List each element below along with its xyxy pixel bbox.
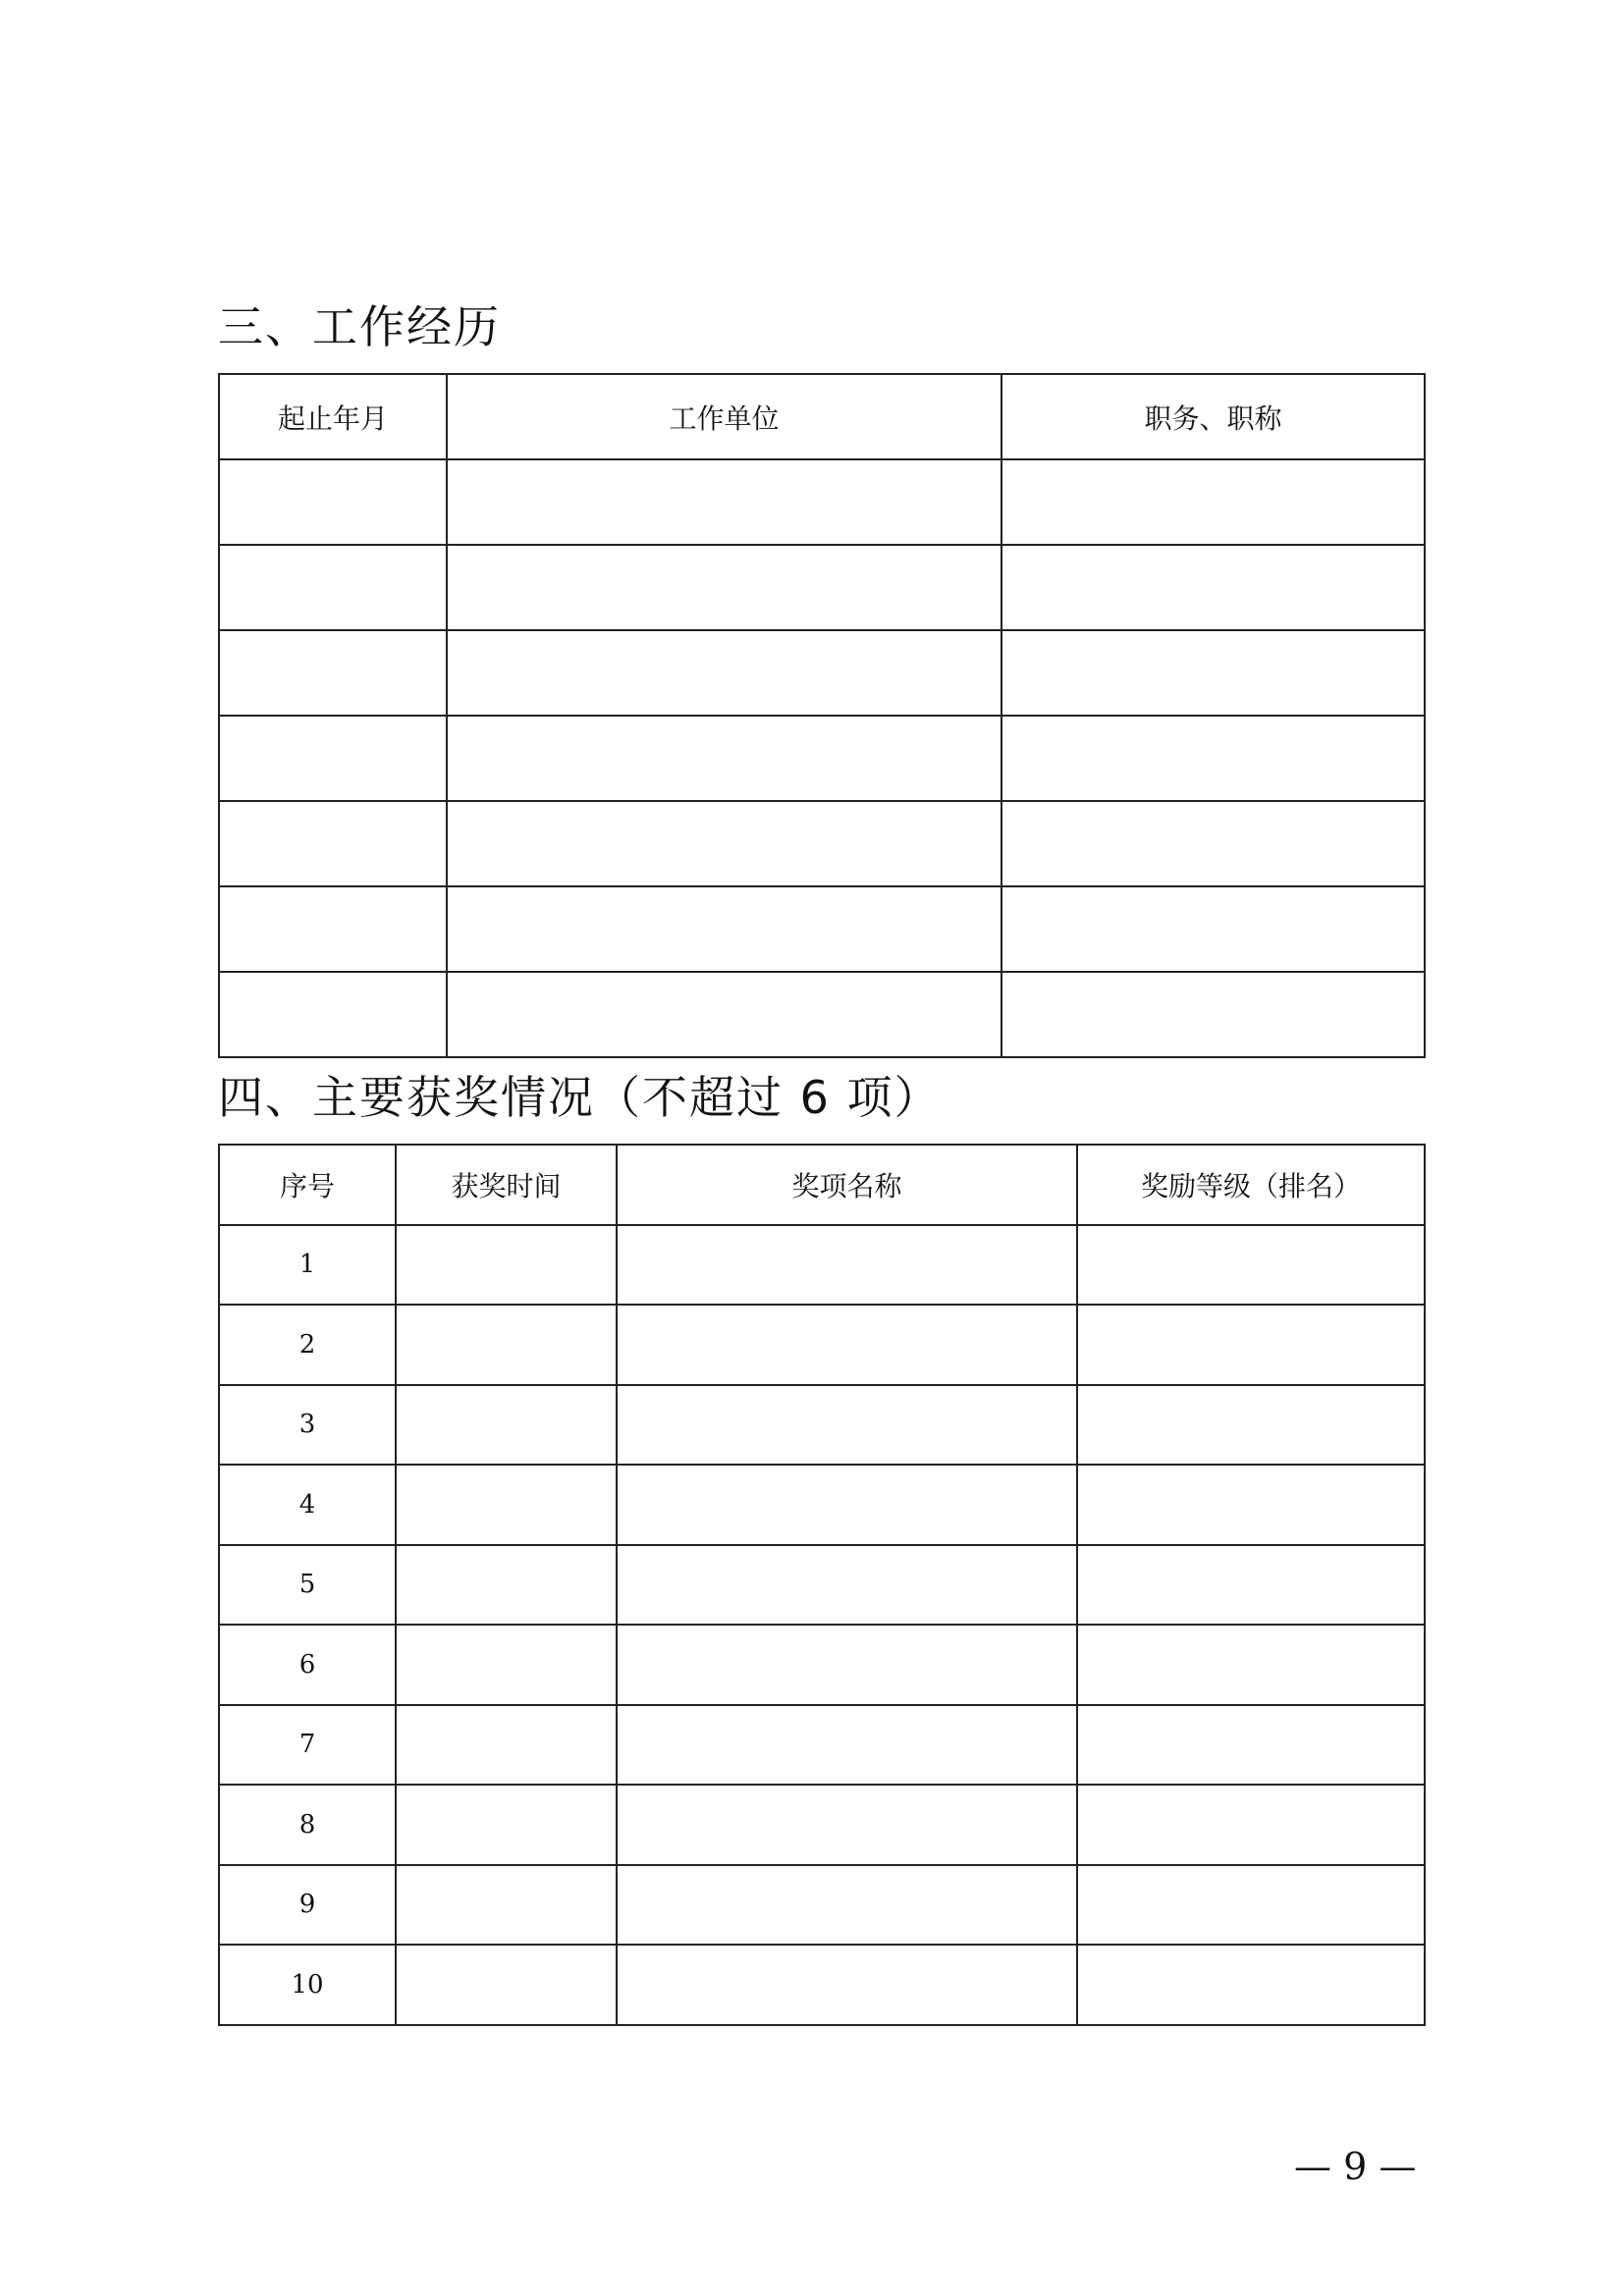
column-header-award-date: 获奖时间 <box>396 1145 617 1225</box>
cell-award-level-rank[interactable] <box>1077 1865 1425 1946</box>
cell-award-name[interactable] <box>617 1305 1077 1385</box>
column-header-position-title: 职务、职称 <box>1001 374 1425 459</box>
cell-award-level-rank[interactable] <box>1077 1305 1425 1385</box>
column-header-award-level-rank: 奖励等级（排名） <box>1077 1145 1425 1225</box>
cell-employer[interactable] <box>447 459 1001 545</box>
cell-serial-number: 10 <box>219 1945 396 2025</box>
cell-award-date[interactable] <box>396 1385 617 1466</box>
table-header-row <box>219 374 1425 459</box>
table-row <box>219 1705 1425 1786</box>
cell-award-level-rank[interactable] <box>1077 1225 1425 1306</box>
cell-employer[interactable] <box>447 630 1001 716</box>
cell-position-title[interactable] <box>1001 459 1425 545</box>
cell-employer[interactable] <box>447 886 1001 972</box>
cell-award-date[interactable] <box>396 1625 617 1705</box>
column-header-employer: 工作单位 <box>447 374 1001 459</box>
table-row <box>219 1465 1425 1545</box>
cell-period[interactable] <box>219 886 447 972</box>
cell-award-level-rank[interactable] <box>1077 1545 1425 1626</box>
section-title-work-experience: 三、工作经历 <box>218 300 501 353</box>
cell-award-name[interactable] <box>617 1385 1077 1466</box>
cell-serial-number: 3 <box>219 1385 396 1466</box>
work-experience-table <box>218 373 1426 1058</box>
cell-period[interactable] <box>219 972 447 1057</box>
cell-award-date[interactable] <box>396 1225 617 1306</box>
section-title-awards: 四、主要获奖情况（不超过 6 项） <box>218 1071 942 1124</box>
table-row <box>219 716 1425 801</box>
cell-award-name[interactable] <box>617 1865 1077 1946</box>
cell-award-level-rank[interactable] <box>1077 1785 1425 1865</box>
cell-employer[interactable] <box>447 972 1001 1057</box>
cell-award-date[interactable] <box>396 1545 617 1626</box>
cell-award-name[interactable] <box>617 1945 1077 2025</box>
cell-serial-number: 2 <box>219 1305 396 1385</box>
cell-award-date[interactable] <box>396 1785 617 1865</box>
cell-period[interactable] <box>219 716 447 801</box>
cell-award-name[interactable] <box>617 1225 1077 1306</box>
table-row <box>219 1865 1425 1946</box>
cell-award-name[interactable] <box>617 1545 1077 1626</box>
table-row <box>219 886 1425 972</box>
cell-award-date[interactable] <box>396 1305 617 1385</box>
cell-award-level-rank[interactable] <box>1077 1625 1425 1705</box>
cell-award-name[interactable] <box>617 1785 1077 1865</box>
table-row <box>219 1305 1425 1385</box>
cell-serial-number: 8 <box>219 1785 396 1865</box>
cell-position-title[interactable] <box>1001 972 1425 1057</box>
column-header-serial-number: 序号 <box>219 1145 396 1225</box>
cell-award-date[interactable] <box>396 1705 617 1786</box>
cell-award-date[interactable] <box>396 1945 617 2025</box>
cell-period[interactable] <box>219 630 447 716</box>
cell-employer[interactable] <box>447 716 1001 801</box>
cell-award-level-rank[interactable] <box>1077 1705 1425 1786</box>
cell-position-title[interactable] <box>1001 630 1425 716</box>
table-row <box>219 630 1425 716</box>
table-row <box>219 972 1425 1057</box>
cell-award-level-rank[interactable] <box>1077 1385 1425 1466</box>
cell-period[interactable] <box>219 801 447 886</box>
cell-position-title[interactable] <box>1001 545 1425 630</box>
table-row <box>219 1385 1425 1466</box>
table-header-row <box>219 1145 1425 1225</box>
table-row <box>219 1785 1425 1865</box>
column-header-award-name: 奖项名称 <box>617 1145 1077 1225</box>
page-number: — 9 — <box>1294 2145 1417 2188</box>
table-row <box>219 1225 1425 1306</box>
cell-serial-number: 4 <box>219 1465 396 1545</box>
cell-period[interactable] <box>219 459 447 545</box>
cell-award-name[interactable] <box>617 1625 1077 1705</box>
cell-position-title[interactable] <box>1001 886 1425 972</box>
cell-position-title[interactable] <box>1001 716 1425 801</box>
cell-serial-number: 6 <box>219 1625 396 1705</box>
cell-award-level-rank[interactable] <box>1077 1465 1425 1545</box>
cell-award-date[interactable] <box>396 1465 617 1545</box>
column-header-period: 起止年月 <box>219 374 447 459</box>
cell-award-level-rank[interactable] <box>1077 1945 1425 2025</box>
cell-award-name[interactable] <box>617 1465 1077 1545</box>
cell-award-name[interactable] <box>617 1705 1077 1786</box>
cell-serial-number: 1 <box>219 1225 396 1306</box>
table-row <box>219 801 1425 886</box>
table-row <box>219 1545 1425 1626</box>
table-row <box>219 459 1425 545</box>
cell-serial-number: 7 <box>219 1705 396 1786</box>
cell-serial-number: 9 <box>219 1865 396 1946</box>
table-row <box>219 1945 1425 2025</box>
awards-table <box>218 1144 1426 2026</box>
cell-serial-number: 5 <box>219 1545 396 1626</box>
cell-employer[interactable] <box>447 801 1001 886</box>
table-row <box>219 545 1425 630</box>
cell-period[interactable] <box>219 545 447 630</box>
cell-award-date[interactable] <box>396 1865 617 1946</box>
cell-position-title[interactable] <box>1001 801 1425 886</box>
table-row <box>219 1625 1425 1705</box>
cell-employer[interactable] <box>447 545 1001 630</box>
